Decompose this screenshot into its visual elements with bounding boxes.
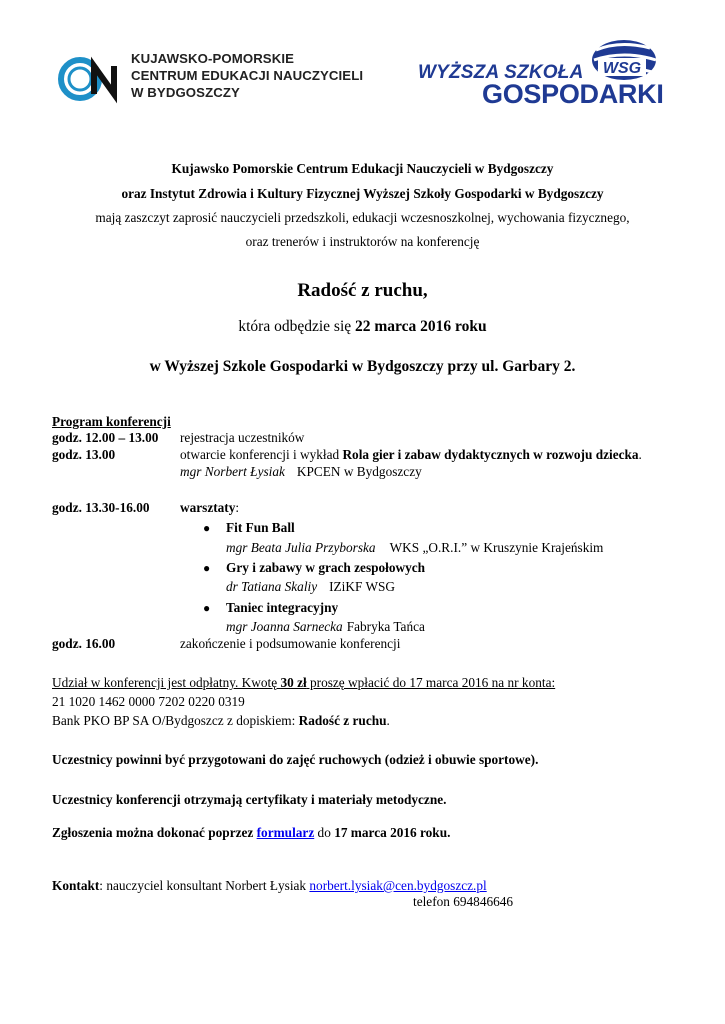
note-registration bbox=[52, 824, 450, 842]
workshop-2-speaker bbox=[226, 579, 395, 595]
payment-text-c: proszę wpłacić do 17 marca 2016 na nr konta: bbox=[306, 675, 556, 690]
speaker-name: dr Tatiana Skaliy bbox=[226, 579, 318, 594]
bullet-icon: ● bbox=[203, 561, 211, 575]
cen-logo-icon bbox=[58, 48, 120, 110]
cen-logo-line-2: CENTRUM EDUKACJI NAUCZYCIELI bbox=[131, 68, 364, 83]
bullet-icon: ● bbox=[203, 521, 211, 535]
workshop-2-title: Gry i zabawy w grach zespołowych bbox=[226, 560, 426, 575]
payment-line-1 bbox=[52, 674, 555, 692]
bank-text-c: . bbox=[386, 713, 390, 728]
note-registration-a: Zgłoszenia można dokonać poprzez bbox=[52, 825, 257, 840]
page-title: Radość z ruchu, bbox=[297, 280, 428, 301]
bank-account: 21 1020 1462 0000 7202 0220 0319 bbox=[52, 694, 245, 709]
date-line-date: 22 marca 2016 roku bbox=[355, 318, 487, 335]
bank-note: Radość z ruchu bbox=[298, 713, 387, 728]
intro-line-2: oraz Instytut Zdrowia i Kultury Fizycznej Wyższej Szkoły Gospodarki w Bydgoszczy bbox=[121, 186, 604, 201]
note-certificates: Uczestnicy konferencji otrzymają certyfikaty i materiały metodyczne. bbox=[52, 792, 447, 807]
workshop-1-title: Fit Fun Ball bbox=[226, 520, 295, 535]
speaker-name: mgr Joanna Sarnecka bbox=[226, 619, 343, 634]
payment-text-a: Udział w konferencji jest odpłatny. Kwotę bbox=[52, 675, 281, 690]
program-time-2: godz. 13.00 bbox=[52, 447, 116, 462]
wsg-logo-line-2: GOSPODARKI bbox=[482, 79, 664, 109]
program-text-3 bbox=[180, 500, 239, 516]
note-registration-c: 17 marca 2016 roku. bbox=[334, 825, 451, 840]
speaker-name: mgr Beata Julia Przyborska bbox=[226, 540, 376, 555]
program-text-4: zakończenie i podsumowanie konferencji bbox=[180, 636, 401, 651]
cen-logo-line-1: KUJAWSKO-POMORSKIE bbox=[131, 51, 294, 66]
intro-line-1: Kujawsko Pomorskie Centrum Edukacji Nauczycieli w Bydgoszczy bbox=[171, 161, 554, 176]
program-time-3: godz. 13.30-16.00 bbox=[52, 500, 150, 515]
bank-line bbox=[52, 712, 390, 730]
program-speaker-2 bbox=[180, 464, 422, 480]
wsg-badge-text: WSG bbox=[602, 60, 642, 77]
workshops-label: warsztaty bbox=[180, 500, 236, 515]
note-clothing: Uczestnicy powinni być przygotowani do zajęć ruchowych (odzież i obuwie sportowe). bbox=[52, 752, 539, 767]
intro-line-3: mają zaszczyt zaprosić nauczycieli przedszkoli, edukacji wczesnoszkolnej, wychowania fizycznego, bbox=[95, 210, 630, 225]
contact-text: : nauczyciel konsultant Norbert Łysiak bbox=[99, 878, 310, 893]
date-line bbox=[0, 318, 725, 336]
cen-logo-line-3: W BYDGOSZCZY bbox=[131, 85, 240, 100]
payment-amount: 30 zł bbox=[280, 675, 307, 690]
contact-label: Kontakt bbox=[52, 878, 100, 893]
contact-phone: telefon 694846646 bbox=[413, 894, 514, 909]
speaker-org: Fabryka Tańca bbox=[346, 619, 425, 634]
wsg-logo-icon bbox=[580, 38, 658, 84]
workshop-3-speaker bbox=[226, 619, 425, 635]
workshop-1-speaker bbox=[226, 540, 603, 556]
speaker-org: KPCEN w Bydgoszczy bbox=[296, 464, 422, 479]
contact-email-link[interactable]: norbert.lysiak@cen.bydgoszcz.pl bbox=[309, 878, 487, 893]
form-link[interactable]: formularz bbox=[256, 825, 315, 840]
workshop-3-title: Taniec integracyjny bbox=[226, 600, 339, 615]
program-lecture-title: Rola gier i zabaw dydaktycznych w rozwoju dziecka bbox=[342, 447, 639, 462]
speaker-name: mgr Norbert Łysiak bbox=[180, 464, 285, 479]
venue-line: w Wyższej Szkole Gospodarki w Bydgoszczy przy ul. Garbary 2. bbox=[149, 358, 576, 375]
bullet-icon: ● bbox=[203, 601, 211, 615]
speaker-org: WKS „O.R.I.” w Kruszynie Krajeńskim bbox=[389, 540, 604, 555]
program-text-2 bbox=[180, 447, 642, 463]
program-text-2-a: otwarcie konferencji i wykład bbox=[180, 447, 343, 462]
program-time-1: godz. 12.00 – 13.00 bbox=[52, 430, 159, 445]
contact-line bbox=[52, 877, 487, 895]
date-line-prefix: która odbędzie się bbox=[238, 318, 356, 335]
program-text-2-c: . bbox=[638, 447, 642, 462]
program-time-4: godz. 16.00 bbox=[52, 636, 116, 651]
cen-logo-text bbox=[131, 50, 363, 101]
intro-line-4: oraz trenerów i instruktorów na konferencję bbox=[245, 234, 480, 249]
note-registration-b: do bbox=[314, 825, 335, 840]
bank-text-a: Bank PKO BP SA O/Bydgoszcz z dopiskiem: bbox=[52, 713, 299, 728]
wsg-logo-line-1: WYŻSZA SZKOŁA bbox=[418, 62, 584, 83]
workshops-colon: : bbox=[235, 500, 240, 515]
speaker-org: IZiKF WSG bbox=[329, 579, 395, 594]
program-text-1: rejestracja uczestników bbox=[180, 430, 305, 445]
program-heading: Program konferencji bbox=[52, 414, 171, 429]
